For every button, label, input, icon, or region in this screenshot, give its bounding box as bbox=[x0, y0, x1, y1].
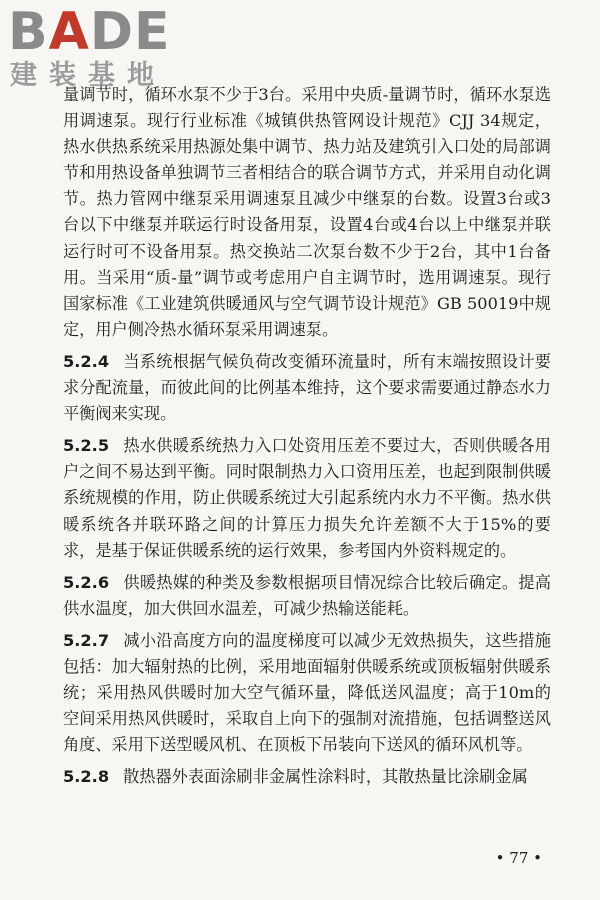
section-5-2-8 bbox=[63, 764, 551, 790]
page-number: • 77 • bbox=[495, 849, 542, 867]
paragraph-continued bbox=[63, 82, 551, 343]
section-number: 5.2.8 bbox=[63, 767, 110, 787]
logo-wordmark: BADE bbox=[8, 2, 171, 62]
body-text bbox=[63, 82, 551, 796]
watermark-logo bbox=[6, 4, 176, 99]
section-5-2-5 bbox=[63, 433, 551, 563]
paragraph-text: 量调节时，循环水泵不少于3台。采用中央质-量调节时，循环水泵选用调速泵。现行行业标准《城镇供热管网设计规范》CJJ 34规定，热水供热系统采用热源处集中调节、热力站及建筑引入口处的局部调节和用热设备单独调节三者相结合的联合调节方式，并采用自动化调节。热力管网中继泵采用调速泵且减少中继泵的台数。设置3台或3台以下中继泵并联运行时设备用泵，设置4台或4台以上中继泵并联运行时可不设备用泵。热交换站二次泵台数不少于2台，其中1台备用。当采用“质-量”调节或考虑用户自主调节时，选用调速泵。现行国家标准《工业建筑供暖通风与空气调节设计规范》GB 50019中规定，用户侧冷热水循环泵采用调速泵。 bbox=[63, 85, 551, 339]
section-5-2-4 bbox=[63, 349, 551, 427]
logo-subtitle: 建装基地 bbox=[10, 60, 166, 91]
paragraph-text: 热水供暖系统热力入口处资用压差不要过大，否则供暖各用户之间不易达到平衡。同时限制热力入口资用压差，也起到限制供暖系统规模的作用，防止供暖系统过大引起系统内水力不平衡。热水供暖系统各并联环路之间的计算压力损失允许差额不大于15%的要求，是基于保证供暖系统的运行效果，参考国内外资料规定的。 bbox=[63, 436, 551, 560]
paragraph-text: 当系统根据气候负荷改变循环流量时，所有末端按照设计要求分配流量，而彼此间的比例基本维持，这个要求需要通过静态水力平衡阀来实现。 bbox=[63, 351, 551, 424]
paragraph-text: 供暖热媒的种类及参数根据项目情况综合比较后确定。提高供水温度，加大供回水温差，可减少热输送能耗。 bbox=[63, 572, 551, 618]
section-5-2-7 bbox=[63, 628, 551, 758]
section-number: 5.2.7 bbox=[63, 630, 110, 650]
paragraph-text: 散热器外表面涂刷非金属性涂料时，其散热量比涂刷金属 bbox=[123, 767, 528, 787]
logo-accent-letter: A bbox=[48, 2, 90, 62]
section-number: 5.2.6 bbox=[63, 572, 110, 592]
section-number: 5.2.4 bbox=[63, 351, 110, 371]
paragraph-text: 减小沿高度方向的温度梯度可以减少无效热损失，这些措施包括：加大辐射热的比例，采用地面辐射供暖系统或顶板辐射供暖系统；采用热风供暖时加大空气循环量，降低送风温度；高于10m的空间采用热风供暖时，采取自上向下的强制对流措施，包括调整送风角度、采用下送型暖风机、在顶板下吊装向下送风的循环风机等。 bbox=[63, 630, 551, 755]
section-5-2-6 bbox=[63, 570, 551, 622]
section-number: 5.2.5 bbox=[63, 436, 110, 456]
